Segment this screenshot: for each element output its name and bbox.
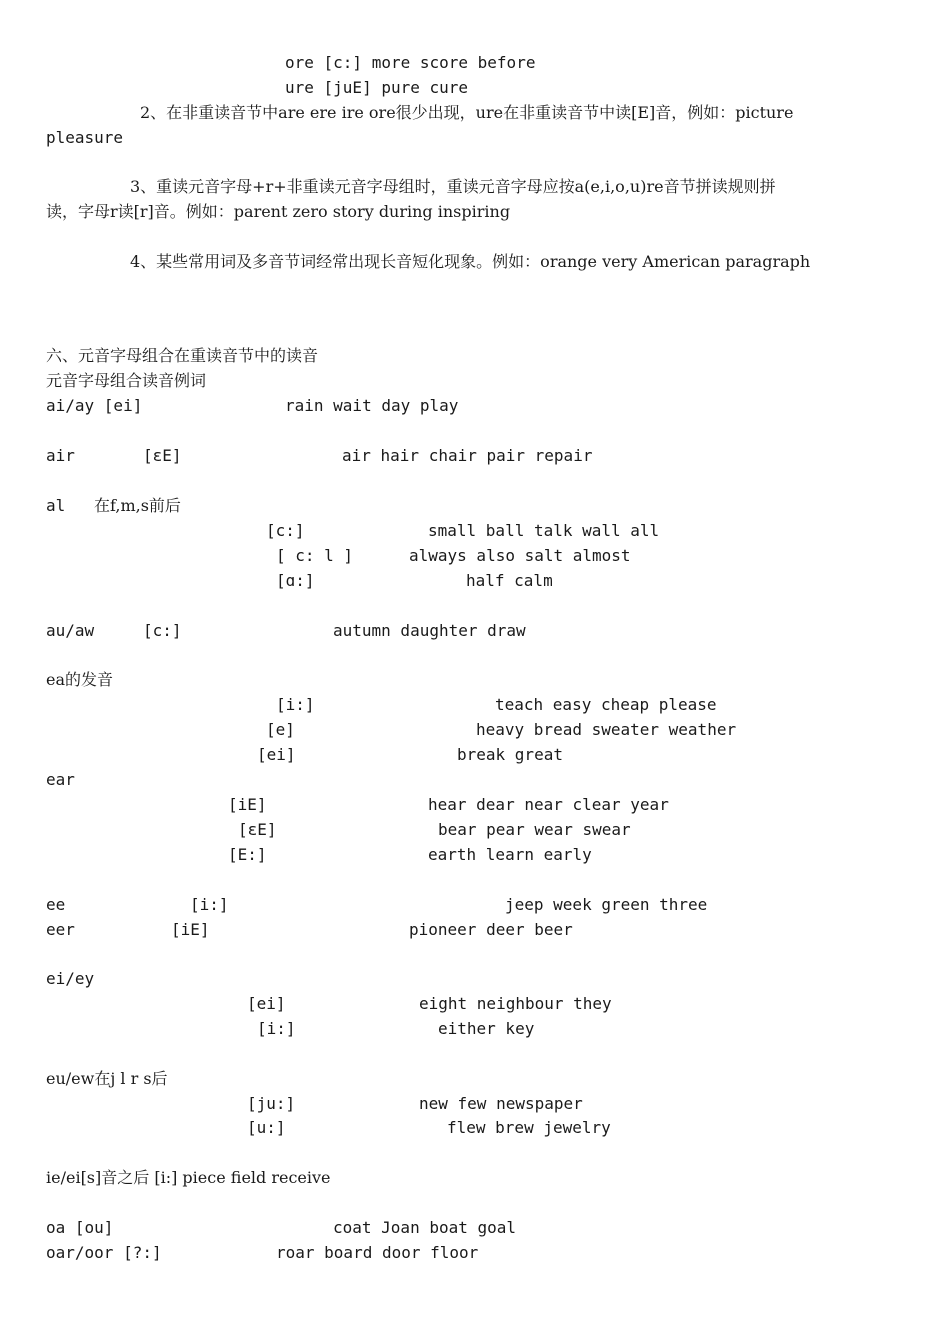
row-examples: earth learn early xyxy=(428,845,592,864)
row-phonetic: [i:] xyxy=(190,895,229,914)
row-phonetic: [ju:] xyxy=(247,1094,296,1113)
text-line: 3、重读元音字母+r+非重读元音字母组时，重读元音字母应按a(e,i,o,u)re音节拼读规则拼 xyxy=(130,177,776,196)
row-phonetic: [ɑ:] xyxy=(276,571,315,590)
row-phonetic: [u:] xyxy=(247,1118,286,1137)
row-key: air xyxy=(46,446,75,465)
row-phonetic: [e] xyxy=(266,720,295,739)
row-key: ee xyxy=(46,895,66,914)
row-key: eer xyxy=(46,920,75,939)
row-examples: roar board door floor xyxy=(276,1243,479,1262)
row-examples: autumn daughter draw xyxy=(333,621,526,640)
row-phonetic: [εE] xyxy=(143,446,182,465)
row-phonetic: [ei] xyxy=(247,994,286,1013)
row-line: ie/ei[s]音之后 [i:] piece field receive xyxy=(46,1168,331,1187)
row-note: 在f,m,s前后 xyxy=(94,496,181,515)
row-examples: jeep week green three xyxy=(505,895,708,914)
row-phonetic: [ei] xyxy=(257,745,296,764)
row-phonetic: [i:] xyxy=(276,695,315,714)
text-line: 读，字母r读[r]音。例如：parent zero story during inspiring xyxy=(46,202,511,221)
row-examples: flew brew jewelry xyxy=(447,1118,611,1137)
row-examples: coat Joan boat goal xyxy=(333,1218,517,1237)
row-examples: teach easy cheap please xyxy=(495,695,717,714)
row-key: oar/oor [?:] xyxy=(46,1243,162,1262)
row-phonetic: [E:] xyxy=(228,845,267,864)
text-line: ore [c:] more score before xyxy=(285,53,536,72)
row-examples: bear pear wear swear xyxy=(438,820,631,839)
row-key: ei/ey xyxy=(46,969,95,988)
row-key: au/aw xyxy=(46,621,95,640)
row-examples: either key xyxy=(438,1019,535,1038)
row-examples: always also salt almost xyxy=(409,546,631,565)
row-phonetic: [iE] xyxy=(228,795,267,814)
row-phonetic: [c:] xyxy=(266,521,305,540)
row-key: ear xyxy=(46,770,75,789)
text-line: ure [juE] pure cure xyxy=(285,78,469,97)
row-key: ai/ay [ei] xyxy=(46,396,143,415)
row-phonetic: [c:] xyxy=(143,621,182,640)
row-key: ea的发音 xyxy=(46,670,114,689)
row-examples: rain wait day play xyxy=(285,396,459,415)
row-key: oa [ou] xyxy=(46,1218,114,1237)
row-phonetic: [i:] xyxy=(257,1019,296,1038)
row-examples: eight neighbour they xyxy=(419,994,612,1013)
row-key: eu/ew在j l r s后 xyxy=(46,1069,168,1088)
section-title: 六、元音字母组合在重读音节中的读音 xyxy=(46,346,319,365)
row-examples: air hair chair pair repair xyxy=(342,446,593,465)
text-line: pleasure xyxy=(46,128,124,147)
text-line: 4、某些常用词及多音节词经常出现长音短化现象。例如：orange very American paragraph xyxy=(130,252,811,271)
row-examples: break great xyxy=(457,745,563,764)
row-key: al xyxy=(46,496,66,515)
text-line: 2、在非重读音节中are ere ire ore很少出现，ure在非重读音节中读[E]音，例如：picture xyxy=(140,103,794,122)
row-examples: heavy bread sweater weather xyxy=(476,720,737,739)
row-examples: hear dear near clear year xyxy=(428,795,669,814)
row-phonetic: [ c: l ] xyxy=(276,546,354,565)
row-examples: half calm xyxy=(466,571,553,590)
row-phonetic: [iE] xyxy=(171,920,210,939)
table-header: 元音字母组合读音例词 xyxy=(46,371,207,390)
row-examples: pioneer deer beer xyxy=(409,920,573,939)
row-phonetic: [εE] xyxy=(238,820,277,839)
row-examples: new few newspaper xyxy=(419,1094,583,1113)
row-examples: small ball talk wall all xyxy=(428,521,660,540)
